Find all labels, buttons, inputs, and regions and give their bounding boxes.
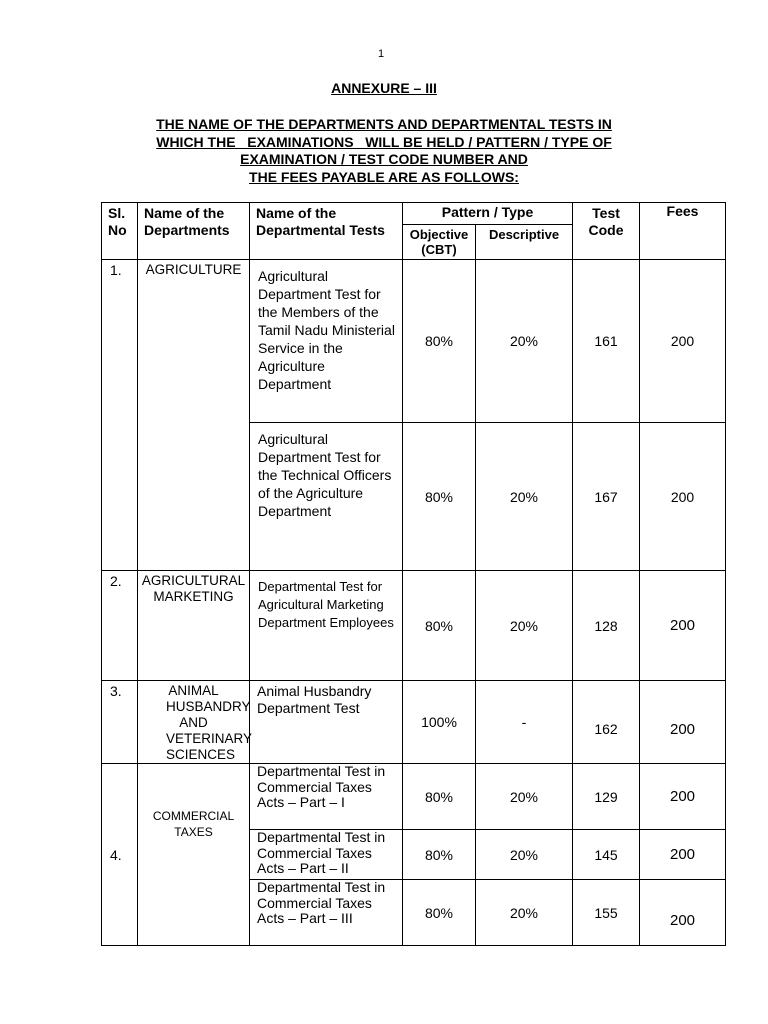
fee-amount: 200 bbox=[640, 681, 726, 764]
descriptive-percent: 20% bbox=[476, 764, 573, 830]
table-row bbox=[102, 571, 726, 681]
test-code: 161 bbox=[573, 260, 640, 423]
descriptive-percent: 20% bbox=[476, 423, 573, 571]
header-objective: Objective (CBT) bbox=[403, 225, 476, 260]
sl-number: 2. bbox=[102, 571, 138, 681]
heading-line: THE NAME OF THE DEPARTMENTS AND DEPARTMENTAL TESTS IN bbox=[156, 116, 612, 132]
fee-amount: 200 bbox=[640, 571, 726, 681]
table-header-row bbox=[102, 203, 726, 225]
header-descriptive: Descriptive bbox=[476, 225, 573, 260]
descriptive-percent: 20% bbox=[476, 880, 573, 946]
descriptive-percent: - bbox=[476, 681, 573, 764]
test-name: Agricultural Department Test for the Technical Officers of the Agriculture Department bbox=[250, 423, 403, 571]
header-fees: Fees bbox=[640, 203, 726, 260]
fee-amount: 200 bbox=[640, 764, 726, 830]
descriptive-percent: 20% bbox=[476, 571, 573, 681]
objective-percent: 80% bbox=[403, 830, 476, 880]
heading-line: EXAMINATION / TEST CODE NUMBER AND bbox=[240, 151, 528, 167]
sl-number: 4. bbox=[102, 764, 138, 946]
test-name: Departmental Test in Commercial Taxes Acts – Part – I bbox=[250, 764, 403, 830]
department-name: COMMERCIAL TAXES bbox=[138, 764, 250, 946]
test-name: Agricultural Department Test for the Members of the Tamil Nadu Ministerial Service in the Agriculture Department bbox=[250, 260, 403, 423]
fees-table bbox=[101, 202, 726, 946]
header-test-code: Test Code bbox=[573, 203, 640, 260]
department-name: AGRICULTURAL MARKETING bbox=[138, 571, 250, 681]
sl-number: 1. bbox=[102, 260, 138, 571]
table-row bbox=[102, 764, 726, 830]
objective-percent: 80% bbox=[403, 880, 476, 946]
page-number: 1 bbox=[377, 48, 385, 60]
header-test: Name of the Departmental Tests bbox=[250, 203, 403, 260]
test-code: 167 bbox=[573, 423, 640, 571]
objective-percent: 80% bbox=[403, 423, 476, 571]
sl-number: 3. bbox=[102, 681, 138, 764]
fee-amount: 200 bbox=[640, 260, 726, 423]
fee-amount: 200 bbox=[640, 830, 726, 880]
test-code: 162 bbox=[573, 681, 640, 764]
heading-line: THE FEES PAYABLE ARE AS FOLLOWS: bbox=[249, 168, 519, 185]
department-name: ANIMAL HUSBANDRY AND VETERINARY SCIENCES bbox=[138, 681, 250, 764]
table-row bbox=[102, 260, 726, 423]
objective-percent: 80% bbox=[403, 260, 476, 423]
test-code: 129 bbox=[573, 764, 640, 830]
fee-amount: 200 bbox=[640, 880, 726, 946]
heading-line: WHICH THE EXAMINATIONS WILL BE HELD / PATTERN / TYPE OF bbox=[156, 133, 612, 150]
annexure-title: ANNEXURE – III bbox=[331, 80, 437, 96]
test-name: Departmental Test in Commercial Taxes Acts – Part – III bbox=[250, 880, 403, 946]
objective-percent: 100% bbox=[403, 681, 476, 764]
objective-percent: 80% bbox=[403, 764, 476, 830]
department-name: AGRICULTURE bbox=[138, 260, 250, 571]
descriptive-percent: 20% bbox=[476, 830, 573, 880]
document-heading bbox=[0, 116, 768, 186]
test-code: 128 bbox=[573, 571, 640, 681]
header-department: Name of the Departments bbox=[138, 203, 250, 260]
fee-amount: 200 bbox=[640, 423, 726, 571]
header-pattern: Pattern / Type bbox=[403, 203, 573, 225]
objective-percent: 80% bbox=[403, 571, 476, 681]
test-name: Departmental Test in Commercial Taxes Acts – Part – II bbox=[250, 830, 403, 880]
descriptive-percent: 20% bbox=[476, 260, 573, 423]
test-code: 155 bbox=[573, 880, 640, 946]
test-code: 145 bbox=[573, 830, 640, 880]
test-name: Departmental Test for Agricultural Marketing Department Employees bbox=[250, 571, 403, 681]
test-name: Animal Husbandry Department Test bbox=[250, 681, 403, 764]
table-row bbox=[102, 681, 726, 764]
header-sl-no: Sl. No bbox=[102, 203, 138, 260]
